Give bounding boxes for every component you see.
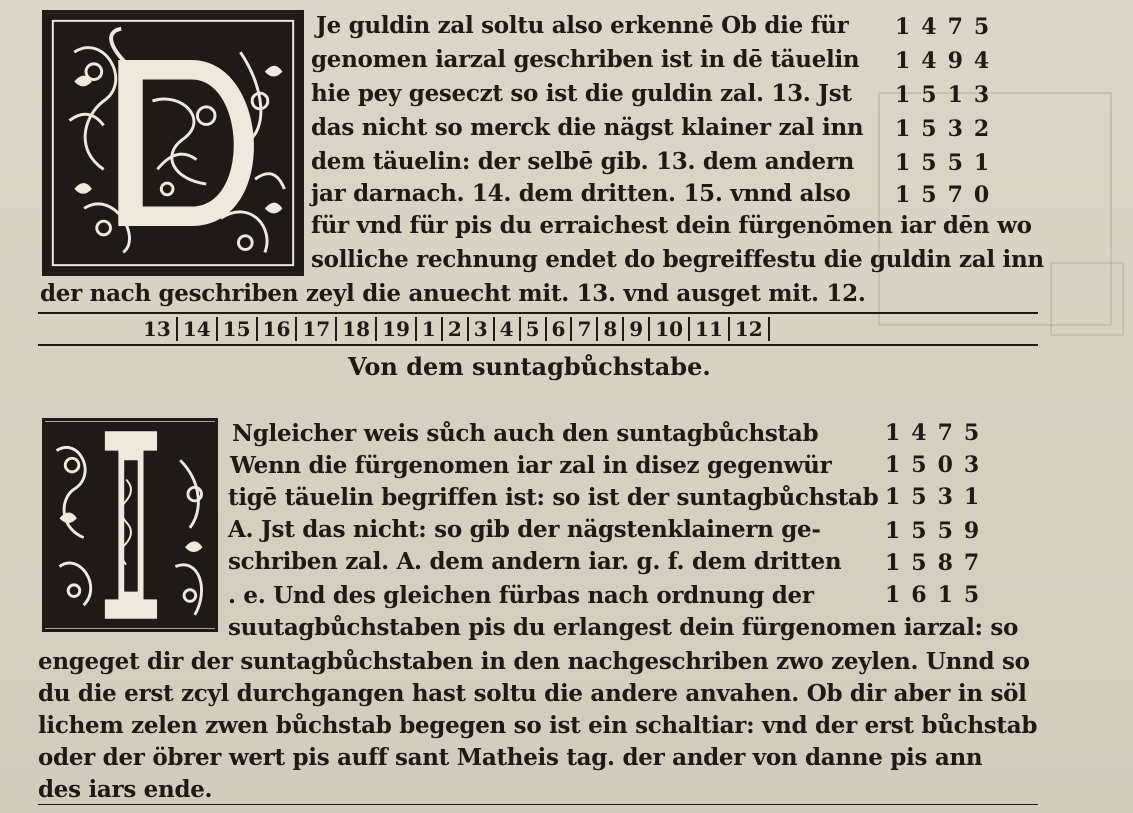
cycle-cell: 14	[178, 317, 218, 341]
year-value: 1531	[885, 484, 991, 510]
cycle-cell: 11	[690, 317, 730, 341]
year-value: 1475	[885, 420, 991, 446]
cycle-cell: 9	[624, 317, 650, 341]
cycle-cell: 10	[650, 317, 690, 341]
bleed-through-frame	[1050, 262, 1124, 336]
year-value: 1559	[885, 518, 991, 544]
section1-line-8: solliche rechnung endet do begreiffestu die guldin zal inn	[311, 246, 1044, 273]
year-value: 1503	[885, 452, 991, 478]
section2-line-4: A. Jst das nicht: so gib der nägstenklainern ge-	[228, 516, 821, 543]
year-value: 1532	[895, 116, 1001, 142]
section2-line-6: . e. Und des gleichen fürbas nach ordnung der	[228, 582, 814, 609]
section1-line-5: dem täuelin: der selbē gib. 13. dem andern	[311, 148, 855, 175]
section1-line-2: genomen iarzal geschriben ist in dē täuelin	[311, 46, 860, 73]
rule-below-cycle	[38, 344, 1038, 346]
section1-line-9: der nach geschriben zeyl die anuecht mit. 13. vnd ausget mit. 12.	[40, 280, 866, 307]
section2-line-3: tigē täuelin begriffen ist: so ist der suntagbůchstab	[228, 484, 879, 511]
year-value: 1513	[895, 82, 1001, 108]
section1-line-4: das nicht so merck die nägst klainer zal inn	[311, 114, 864, 141]
year-value: 1570	[895, 182, 1001, 208]
section2-line-2: Wenn die fürgenomen iar zal in disez gegenwür	[230, 452, 832, 479]
section2-line-11: oder der öbrer wert pis auff sant Matheis tag. der ander von danne pis ann	[38, 744, 983, 771]
golden-number-cycle-row	[138, 314, 770, 344]
cycle-cell: 7	[572, 317, 598, 341]
cycle-cell: 13	[138, 317, 178, 341]
cycle-cell: 3	[469, 317, 495, 341]
cycle-cell: 4	[495, 317, 521, 341]
section2-heading: Von dem suntagbůchstabe.	[348, 352, 711, 381]
section1-line-6: jar darnach. 14. dem dritten. 15. vnnd also	[311, 180, 851, 207]
decorated-initial-i	[42, 418, 218, 632]
cycle-cell: 1	[417, 317, 443, 341]
section1-line-3: hie pey geseczt so ist die guldin zal. 13. Jst	[311, 80, 852, 107]
year-value: 1494	[895, 48, 1001, 74]
cycle-cell: 17	[297, 317, 337, 341]
section2-line-1: Ngleicher weis sůch auch den suntagbůchstab	[232, 420, 819, 447]
section2-line-5: schriben zal. A. dem andern iar. g. f. dem dritten	[228, 548, 842, 575]
cycle-cell: 12	[730, 317, 770, 341]
cycle-cell: 8	[598, 317, 624, 341]
cycle-cell: 18	[337, 317, 377, 341]
year-value: 1615	[885, 582, 991, 608]
section2-line-8: engeget dir der suntagbůchstaben in den nachgeschriben zwo zeylen. Unnd so	[38, 648, 1030, 675]
foliage-ornament-icon	[45, 421, 215, 629]
decorated-initial-d	[42, 10, 304, 276]
cycle-cell: 6	[547, 317, 573, 341]
cycle-cell: 2	[443, 317, 469, 341]
rule-bottom	[38, 804, 1038, 805]
section2-line-9: du die erst zcyl durchgangen hast soltu die andere anvahen. Ob dir aber in söl	[38, 680, 1027, 707]
foliage-ornament-icon	[45, 13, 301, 273]
cycle-cell: 16	[258, 317, 298, 341]
section2-line-10: lichem zelen zwen bůchstab begegen so ist ein schaltiar: vnd der erst bůchstab	[38, 712, 1038, 739]
section1-line-7: für vnd für pis du erraichest dein fürgenōmen iar dēn wo	[311, 212, 1032, 239]
year-value: 1475	[895, 14, 1001, 40]
section2-line-12: des iars ende.	[38, 776, 213, 803]
cycle-cell: 19	[377, 317, 417, 341]
section2-line-7: suutagbůchstaben pis du erlangest dein fürgenomen iarzal: so	[228, 614, 1019, 641]
year-value: 1551	[895, 150, 1001, 176]
year-value: 1587	[885, 550, 991, 576]
section1-line-1: Je guldin zal soltu also erkennē Ob die für	[316, 12, 849, 39]
cycle-cell: 15	[218, 317, 258, 341]
cycle-cell: 5	[521, 317, 547, 341]
